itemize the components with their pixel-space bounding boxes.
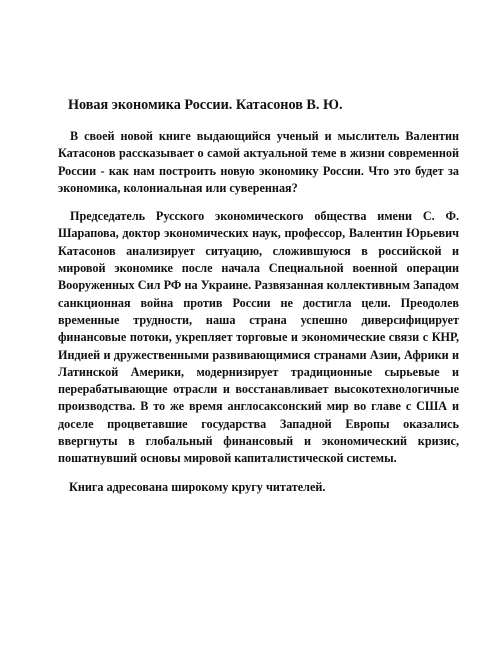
document-title: Новая экономика России. Катасонов В. Ю. — [68, 97, 343, 113]
body-paragraph: Председатель Русского экономического общества имени С. Ф. Шарапова, доктор экономических наук, профессор, Валентин Юрьевич Катасонов анализирует ситуацию, сложившуюся в российской и мировой экономике после начала Специальной военной операции Вооруженных Сил РФ на Украине. Развязанная коллективным Западом санкционная война против России не достигла цели. Преодолев временные трудности, наша страна успешно диверсифицирует финансовые потоки, укрепляет торговые и экономические связи с КНР, Индией и дружественными развивающимися странами Азии, Африки и Латинской Америки, модернизирует традиционные сырьевые и перерабатывающие отрасли и восстанавливает высокотехнологичные производства. В то же время англосаксонский мир во главе с США и доселе процветавшие государства Западной Европы оказались ввергнуты в глобальный финансовый и экономический кризис, пошатнувший основы мировой капиталистической системы. — [58, 209, 459, 466]
intro-paragraph: В своей новой книге выдающийся ученый и мыслитель Валентин Катасонов рассказывает о самой актуальной теме в жизни современной России - как нам построить новую экономику России. Что это будет за экономика, колониальная или суверенная? — [58, 129, 459, 195]
document-page — [58, 96, 459, 496]
closing-paragraph: Книга адресована широкому кругу читателей. — [69, 479, 326, 494]
